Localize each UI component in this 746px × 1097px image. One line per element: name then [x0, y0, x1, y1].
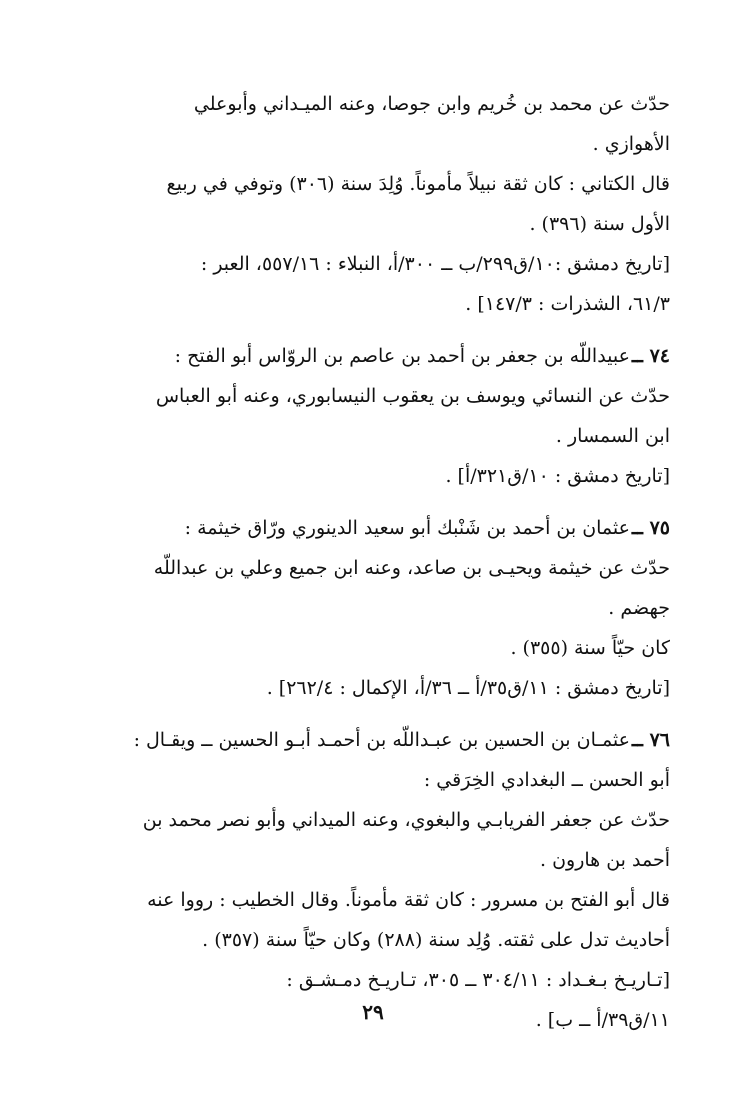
text-line: أحمد بن هارون .	[539, 849, 670, 871]
entry-heading: عبيداللّه بن جعفر بن أحمد بن عاصم بن الروّاس أبو الفتح :	[174, 345, 630, 367]
entry-heading-line	[100, 508, 670, 548]
text-line: الأول سنة (٣٩٦) .	[529, 213, 670, 235]
text-line: [تاريخ دمشق :١٠/ق٢٩٩/ب ــ ٣٠٠/أ، النبلاء : ٥٥٧/١٦، العبر :	[200, 253, 670, 275]
entry-heading-line	[100, 720, 670, 760]
text-line: ٦١/٣، الشذرات : ١٤٧/٣] .	[465, 293, 670, 315]
page-number: ٢٩	[362, 1000, 384, 1024]
entry-75	[100, 508, 670, 708]
citation-line: [تـاريـخ بـغـداد : ٣٠٤/١١ ــ ٣٠٥، تـاريـخ دمـشـق :	[286, 969, 670, 991]
text-line: قال الكتاني : كان ثقة نبيلاً مأموناً. وُلِدَ سنة (٣٠٦) وتوفي في ربيع	[166, 173, 670, 195]
entry-number: ٧٥ ــ	[631, 517, 670, 539]
entry-heading: عثمان بن أحمد بن شَنْبك أبو سعيد الدينوري ورّاق خيثمة :	[184, 517, 630, 539]
page-body	[100, 84, 670, 1040]
text-line: قال أبو الفتح بن مسرور : كان ثقة مأموناً. وقال الخطيب : رووا عنه	[147, 889, 670, 911]
text-line: أحاديث تدل على ثقته. وُلِد سنة (٢٨٨) وكان حيّاً سنة (٣٥٧) .	[202, 929, 670, 951]
text-line: كان حيّاً سنة (٣٥٥) .	[510, 637, 670, 659]
continuation-block	[100, 84, 670, 324]
entry-heading-line	[100, 336, 670, 376]
text-line: حدّث عن جعفر الفريابـي والبغوي، وعنه الميداني وأبو نصر محمد بن	[142, 809, 670, 831]
text-line: أبو الحسن ــ البغدادي الخِرَقي :	[423, 769, 670, 791]
entry-74	[100, 336, 670, 496]
citation-line: [تاريخ دمشق : ١٠/ق٣٢١/أ] .	[445, 465, 670, 487]
entry-76	[100, 720, 670, 1040]
text-line: حدّث عن محمد بن خُريم وابن جوصا، وعنه الميـداني وأبوعلي	[193, 93, 670, 115]
text-line: حدّث عن النسائي ويوسف بن يعقوب النيسابوري، وعنه أبو العباس	[155, 385, 670, 407]
citation-line: [تاريخ دمشق : ١١/ق٣٥/أ ــ ٣٦/أ، الإكمال : ٢٦٢/٤] .	[266, 677, 670, 699]
entry-number: ٧٤ ــ	[631, 345, 670, 367]
text-line: ابن السمسار .	[555, 425, 670, 447]
text-line: حدّث عن خيثمة ويحيـى بن صاعد، وعنه ابن جميع وعلي بن عبداللّه	[153, 557, 670, 579]
text-line: جهضم .	[608, 597, 670, 619]
text-line: الأهوازي .	[592, 133, 670, 155]
entry-heading: عثمـان بن الحسين بن عبـداللّه بن أحمـد أبـو الحسين ــ ويقـال :	[133, 729, 630, 751]
entry-number: ٧٦ ــ	[631, 729, 670, 751]
citation-line: ١١/ق٣٩/أ ــ ب] .	[535, 1009, 670, 1031]
